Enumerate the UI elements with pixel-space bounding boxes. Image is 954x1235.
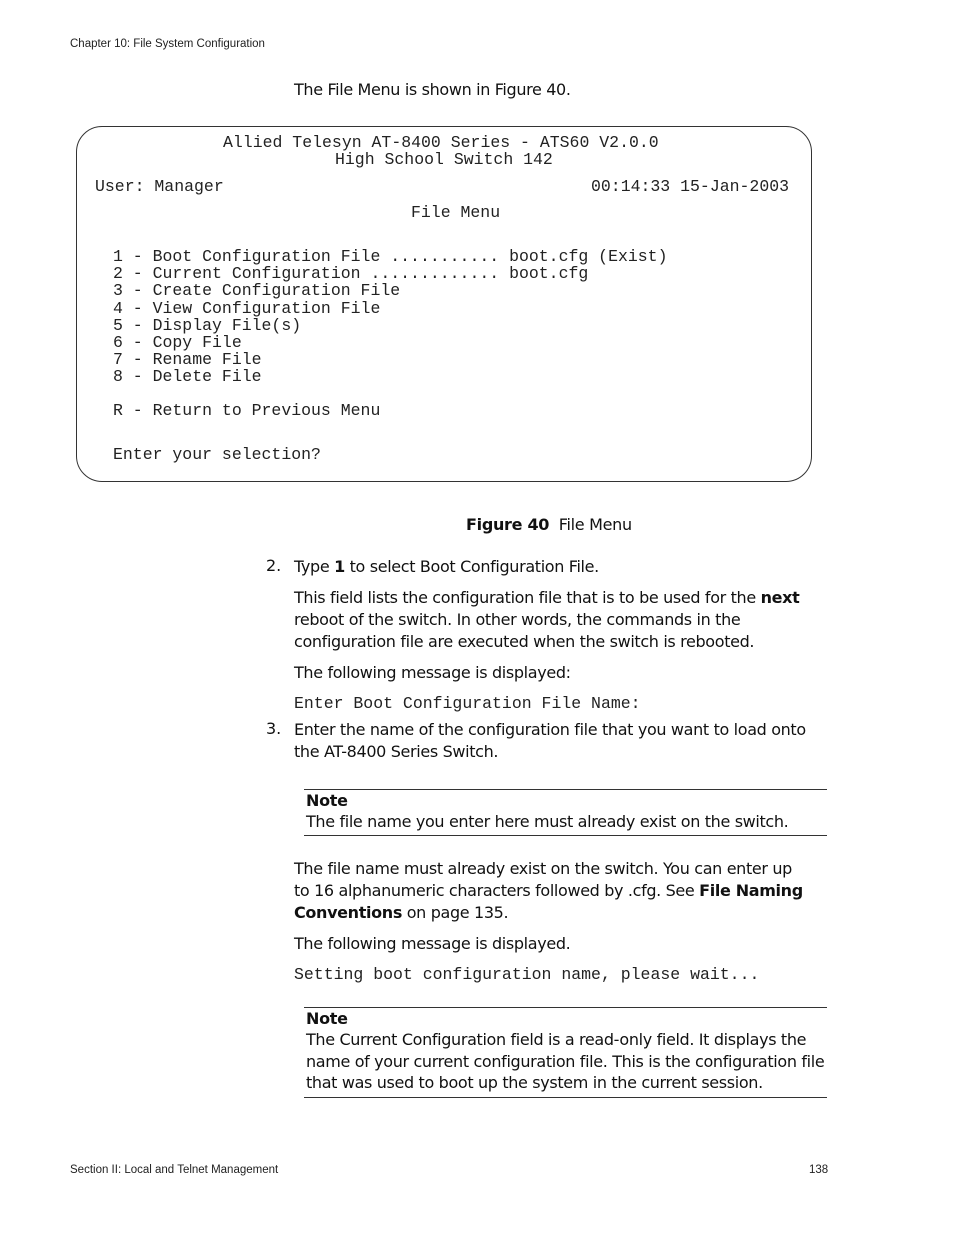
section-footer: Section II: Local and Telnet Management xyxy=(70,1164,279,1176)
para1-post: reboot of the switch. In other words, the commands in the configuration file are executed when the switch is rebooted. xyxy=(294,610,755,651)
menu-item-delete-file: 8 - Delete File xyxy=(113,367,262,386)
terminal-title-line2: High School Switch 142 xyxy=(335,150,553,169)
para3-pre: The file name must already exist on the switch. You can enter up to 16 alphanumeric characters followed by .cfg. See xyxy=(294,859,792,900)
terminal-datetime: 00:14:33 15-Jan-2003 xyxy=(591,177,790,196)
menu-item-rename-file: 7 - Rename File xyxy=(113,350,262,369)
menu-item-view-config: 4 - View Configuration File xyxy=(113,298,381,318)
note1-body: The file name you enter here must already exist on the switch. xyxy=(306,812,789,831)
step3-text: Enter the name of the configuration file that you want to load onto the AT-8400 Series Switch. xyxy=(294,720,806,761)
menu-item-current-config: 2 - Current Configuration ............. boot.cfg xyxy=(113,264,589,283)
note-box-2 xyxy=(304,1007,827,1098)
note2-title: Note xyxy=(306,1009,348,1028)
step2-paragraph2: The following message is displayed: xyxy=(294,663,571,682)
terminal-title-line1: Allied Telesyn AT-8400 Series - ATS60 V2.0.0 xyxy=(223,133,659,152)
code-setting-boot: Setting boot configuration name, please wait... xyxy=(294,965,760,984)
intro-text: The File Menu is shown in Figure 40. xyxy=(294,80,571,99)
terminal-prompt: Enter your selection? xyxy=(113,445,321,464)
terminal-screen xyxy=(76,126,812,482)
terminal-user: User: Manager xyxy=(95,177,224,196)
step2-bold: 1 xyxy=(334,557,345,576)
file-name-paragraph xyxy=(294,858,809,924)
terminal-menu-title: File Menu xyxy=(411,203,501,222)
para1-pre: This field lists the configuration file that is to be used for the xyxy=(294,588,761,607)
figure-title: File Menu xyxy=(558,515,632,534)
step2-text xyxy=(294,556,824,578)
step3-number: 3. xyxy=(266,719,282,738)
chapter-header: Chapter 10: File System Configuration xyxy=(70,38,265,50)
file-naming-link: File Naming Conventions xyxy=(294,881,803,922)
para1-bold: next xyxy=(760,588,800,607)
para4-text: The following message is displayed. xyxy=(294,934,571,953)
note-box-1 xyxy=(304,789,827,836)
step2-pre: Type xyxy=(294,557,335,576)
note2-body: The Current Configuration field is a read-only field. It displays the name of your current configuration file. This is the configuration file that was used to boot up the system in the current session. xyxy=(306,1030,825,1092)
para3-post: on page 135. xyxy=(402,903,509,922)
figure-caption xyxy=(466,515,632,534)
menu-item-boot-config: 1 - Boot Configuration File ........... boot.cfg (Exist) xyxy=(113,247,668,266)
figure-label: Figure 40 xyxy=(466,515,550,534)
menu-item-copy-file: 6 - Copy File xyxy=(113,333,242,352)
menu-item-display-files: 5 - Display File(s) xyxy=(113,316,302,335)
code-boot-config-prompt: Enter Boot Configuration File Name: xyxy=(294,694,641,713)
step2-paragraph1 xyxy=(294,587,814,653)
step2-post: to select Boot Configuration File. xyxy=(344,557,599,576)
page-number: 138 xyxy=(809,1164,829,1176)
menu-item-create-config: 3 - Create Configuration File xyxy=(113,281,401,300)
step2-number: 2. xyxy=(266,556,282,575)
note1-title: Note xyxy=(306,791,348,810)
menu-item-return: R - Return to Previous Menu xyxy=(113,401,381,420)
